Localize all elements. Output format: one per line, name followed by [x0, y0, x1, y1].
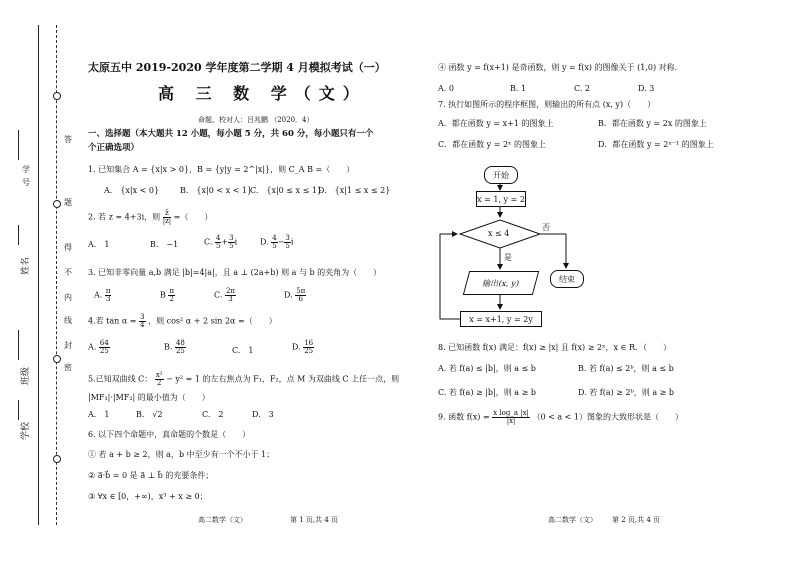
- q1-option-a[interactable]: A. {x|x < 0}: [104, 186, 160, 195]
- student-number-field[interactable]: [18, 130, 19, 160]
- q5-option-b[interactable]: B. √2: [136, 410, 163, 419]
- question-5: [88, 372, 399, 387]
- q3c-den: 3: [228, 295, 233, 303]
- q4-option-b[interactable]: [164, 340, 186, 355]
- q6-item-1: ① 若 a + b ≥ 2，则 a，b 中至少有一个不小于 1；: [88, 450, 275, 459]
- q3d-frac: [295, 288, 306, 303]
- seal-char-4: 得: [64, 243, 72, 252]
- question-4: [88, 314, 277, 329]
- q8-option-b[interactable]: B. 若 f(a) ≤ 2ᵇ，则 a ≤ b: [578, 364, 674, 373]
- q2-option-a[interactable]: A. 1: [88, 240, 110, 249]
- q2c-den-2: 5: [229, 242, 234, 250]
- q2d-den-2: 5: [285, 242, 290, 250]
- seal-char-3: 不: [64, 268, 72, 277]
- q5-text-b: − y² = 1 的左右焦点为 F₁，F₂，点 M 为双曲线 C 上任一点，则: [166, 374, 400, 384]
- q2-fraction: [163, 210, 171, 225]
- q3a-label: A.: [94, 290, 103, 300]
- class-field[interactable]: [18, 330, 19, 360]
- q1-option-c[interactable]: C. {x|0 ≤ x ≤ 1}: [250, 186, 323, 195]
- q4-den: 4: [140, 321, 145, 329]
- exam-subject: 高 三 数 学（文）: [158, 84, 367, 103]
- q4b-frac: [175, 340, 186, 355]
- seal-char-1: 答: [64, 135, 72, 144]
- flow-end: 结束: [550, 270, 584, 288]
- flowchart-lines: [430, 160, 630, 335]
- q2c-num-2: 3: [229, 234, 234, 242]
- binding-hole-1: [53, 92, 61, 100]
- q6-option-c[interactable]: C. 2: [574, 84, 591, 93]
- q5-option-a[interactable]: A. 1: [88, 410, 110, 419]
- q3c-label: C.: [214, 290, 223, 300]
- q4d-den: 25: [304, 347, 314, 355]
- q2d-num-2: 3: [285, 234, 290, 242]
- question-1: 1. 已知集合 A = {x|x > 0}，B = {y|y = 2^|x|}，则 C_A B =（ ）: [88, 165, 355, 174]
- binding-hole-4: [53, 455, 61, 463]
- q2-option-c-label: C.: [204, 237, 213, 247]
- q7-option-a[interactable]: A．都在函数 y = x+1 的图象上: [438, 119, 554, 128]
- q2d-i: i: [290, 237, 294, 247]
- binding-hole-3: [53, 355, 61, 363]
- flowchart: [430, 160, 630, 335]
- page-1-footer-subject: 高二数学（文）: [198, 516, 247, 524]
- q9-frac: [492, 410, 530, 425]
- seal-dashed-line: [56, 25, 57, 525]
- q4-text-b: ，则 cos² α + 2 sin 2α =（ ）: [148, 316, 277, 326]
- page-1: [80, 0, 410, 561]
- q4a-den: 25: [99, 347, 109, 355]
- q2-numerator: z̄: [163, 210, 171, 218]
- flow-init: x = 1, y = 2: [476, 191, 526, 207]
- q4a-frac: [99, 340, 110, 355]
- binding-margin: [0, 0, 80, 561]
- seal-char-8: 密: [64, 363, 72, 372]
- q4d-num: 16: [304, 339, 314, 347]
- q5-option-d[interactable]: D. 3: [252, 410, 274, 419]
- q3-option-c[interactable]: [214, 288, 236, 303]
- q5-text-a: 5.已知双曲线 C：: [88, 374, 153, 384]
- q2c-i: i: [234, 237, 238, 247]
- q4-option-d[interactable]: [292, 340, 314, 355]
- q6-option-d[interactable]: D. 3: [638, 84, 655, 93]
- exam-author: 命题、校对人：吕兆鹏 （2020．4）: [198, 116, 314, 124]
- school-field[interactable]: [18, 400, 19, 420]
- q4b-num: 48: [175, 339, 185, 347]
- q6-item-3: ③ ∀x ∈ [0，+∞)，x³ + x ≥ 0；: [88, 492, 208, 501]
- page-2: [430, 0, 780, 561]
- flow-yes-label: 是: [504, 253, 512, 262]
- q2-tail: =（ ）: [173, 212, 213, 222]
- q4-option-c[interactable]: C. 1: [232, 346, 254, 355]
- q5-option-c[interactable]: C. 2: [202, 410, 224, 419]
- question-6: 6. 以下四个命题中，真命题的个数是（ ）: [88, 430, 251, 439]
- question-5-cont: |MF₁|·|MF₂| 的最小值为（ ）: [88, 393, 210, 402]
- q3d-label: D.: [284, 290, 293, 300]
- question-9: [438, 410, 683, 425]
- question-7: 7. 执行如图所示的程序框图，则输出的所有点 (x, y)（ ）: [438, 100, 656, 109]
- q2c-den-1: 5: [215, 242, 221, 250]
- q5-num: x²: [155, 371, 163, 379]
- q4-option-a[interactable]: [88, 340, 110, 355]
- exam-title: 太原五中 2019-2020 学年度第二学期 4 月模拟考试（一）: [88, 61, 386, 74]
- q4a-label: A.: [88, 342, 97, 352]
- q3b-label: B: [160, 290, 166, 300]
- q7-option-c[interactable]: C．都在函数 y = 2ˣ 的图象上: [438, 140, 546, 149]
- q2-denominator: |z|: [162, 217, 172, 225]
- q4-text-a: 4.若 tan α =: [88, 316, 137, 326]
- q7-option-d[interactable]: D．都在函数 y = 2ˣ⁻¹ 的图象上: [598, 140, 714, 149]
- q3-option-b[interactable]: [160, 288, 175, 303]
- q4b-label: B.: [164, 342, 173, 352]
- student-number-label-1: 学: [22, 165, 30, 174]
- q6-item-2: ② a⃗·b⃗ = 0 是 a⃗ ⊥ b⃗ 的充要条件；: [88, 471, 214, 480]
- q8-option-d[interactable]: D. 若 f(a) ≥ 2ᵇ，则 a ≥ b: [578, 388, 675, 397]
- q3a-frac: [105, 288, 112, 303]
- q4b-den: 25: [175, 347, 185, 355]
- q3b-den: 2: [169, 295, 174, 303]
- q8-option-c[interactable]: C. 若 f(a) ≥ |b|，则 a ≥ b: [438, 388, 536, 397]
- q3d-num: 5π: [296, 287, 306, 295]
- flow-condition: x ≤ 4: [488, 229, 510, 238]
- q3a-den: 3: [105, 295, 111, 303]
- q2-option-c[interactable]: [204, 235, 237, 250]
- name-field[interactable]: [18, 225, 19, 245]
- q5-den: 2: [156, 379, 162, 387]
- q8-option-a[interactable]: A. 若 f(a) ≤ |b|，则 a ≤ b: [438, 364, 536, 373]
- q9-num: x log_a |x|: [493, 409, 529, 417]
- q7-option-b[interactable]: B．都在函数 y = 2x 的图象上: [598, 119, 707, 128]
- page-2-footer-subject: 高二数学（文）: [548, 516, 597, 524]
- q3-option-a[interactable]: [94, 288, 111, 303]
- seal-char-2: 题: [64, 198, 72, 207]
- q9-text-a: 9. 函数 f(x) =: [438, 412, 490, 422]
- q1-option-b[interactable]: B. {x|0 < x < 1}: [180, 186, 253, 195]
- q2-text: 2. 若 z = 4+3i，则: [88, 212, 161, 222]
- q4d-label: D.: [292, 342, 301, 352]
- question-3: 3. 已知非零向量 a,b 满足 |b|=4|a|，且 a ⊥ (2a+b) 则 a 与 b 的夹角为（ ）: [88, 268, 382, 277]
- seal-char-5: 内: [64, 293, 72, 302]
- q3c-frac: [225, 288, 236, 303]
- q9-den: |x|: [506, 417, 516, 425]
- q2d-minus: −: [277, 237, 285, 247]
- binding-hole-2: [53, 200, 61, 208]
- q2c-num-1: 4: [215, 234, 221, 242]
- page-1-footer-number: 第 1 页,共 4 页: [290, 516, 339, 524]
- q3b-num: π: [169, 287, 175, 295]
- q4-frac: [139, 314, 145, 329]
- flow-update: x = x+1, y = 2y: [460, 311, 542, 327]
- q2-option-d[interactable]: [260, 235, 293, 250]
- q9-text-b: （0 < a < 1）图象的大致形状是（ ）: [532, 412, 683, 422]
- margin-line-left: [38, 25, 39, 525]
- question-2: [88, 210, 212, 225]
- q3a-num: π: [105, 287, 111, 295]
- q3c-num: 2π: [225, 287, 235, 295]
- section-heading: 一、选择题（本大题共 12 小题，每小题 5 分，共 60 分，每小题只有一个: [88, 129, 374, 139]
- seal-char-6: 线: [64, 316, 72, 325]
- student-number-label-2: 号: [22, 178, 30, 187]
- seal-char-7: 封: [64, 341, 72, 350]
- q2d-den-1: 5: [272, 242, 277, 250]
- q3-option-d[interactable]: [284, 288, 306, 303]
- q6-item-4: ④ 函数 y = f(x+1) 是奇函数，则 y = f(x) 的图像关于 (1,0) 对称.: [438, 63, 678, 72]
- q2d-num-1: 4: [272, 234, 277, 242]
- q3d-den: 6: [298, 295, 303, 303]
- q4d-frac: [303, 340, 314, 355]
- question-8: 8. 已知函数 f(x) 满足：f(x) ≥ |x| 且 f(x) ≥ 2ˣ，x ∈ R．（ ）: [438, 343, 671, 352]
- q2c-plus: +: [221, 237, 229, 247]
- q5-frac: [155, 372, 164, 387]
- q2-option-d-label: D.: [260, 237, 269, 247]
- section-heading-cont: 个正确选项）: [88, 143, 140, 153]
- q3b-frac: [168, 288, 175, 303]
- school-label: 学校: [21, 421, 31, 440]
- flow-output: 输出(x, y): [463, 271, 539, 295]
- flow-no-label: 否: [542, 223, 550, 232]
- q6-option-b[interactable]: B. 1: [510, 84, 527, 93]
- flow-start: 开始: [484, 166, 518, 184]
- page-2-footer-number: 第 2 页,共 4 页: [612, 516, 661, 524]
- q4-num: 3: [140, 313, 145, 321]
- q2-option-b[interactable]: B. −1: [150, 240, 179, 249]
- q1-option-d[interactable]: D. {x|1 ≤ x ≤ 2}: [318, 186, 391, 195]
- q4a-num: 64: [99, 339, 109, 347]
- class-label: 班级: [21, 366, 31, 385]
- q6-option-a[interactable]: A. 0: [438, 84, 454, 93]
- name-label: 姓名: [21, 256, 31, 275]
